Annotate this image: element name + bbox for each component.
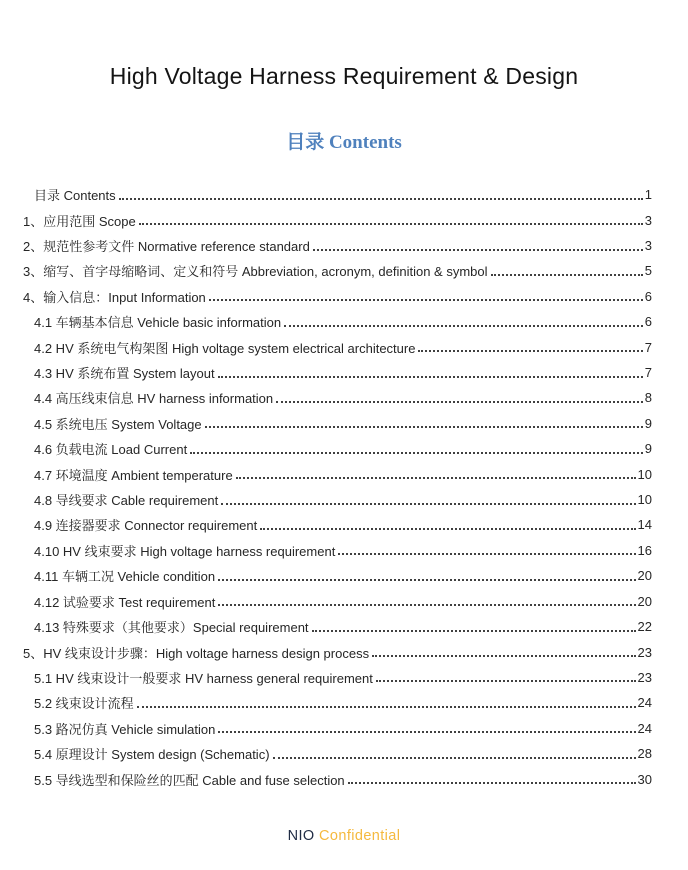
- toc-entry[interactable]: [23, 233, 652, 258]
- toc-dot-leader: [284, 325, 643, 327]
- toc-entry-label: 4.11 车辆工况 Vehicle condition: [34, 569, 216, 585]
- toc-dot-leader: [218, 604, 635, 606]
- toc-page-number: 28: [637, 746, 652, 762]
- toc-page-number: 6: [644, 314, 652, 330]
- toc-dot-leader: [119, 198, 643, 200]
- toc-dot-leader: [139, 223, 643, 225]
- footer-confidential-label: Confidential: [319, 828, 401, 844]
- toc-page-number: 23: [637, 669, 652, 685]
- toc-page-number: 24: [637, 720, 652, 736]
- toc-page-number: 3: [644, 212, 652, 228]
- toc-entry-label: 3、缩写、首字母缩略词、定义和符号 Abbreviation, acronym, definition & symbol: [23, 264, 488, 280]
- toc-dot-leader: [376, 680, 636, 682]
- toc-entry-label: 1、应用范围 Scope: [23, 213, 136, 229]
- toc-page-number: 14: [637, 517, 652, 533]
- toc-dot-leader: [348, 782, 636, 784]
- toc-entry[interactable]: [23, 766, 652, 791]
- toc-dot-leader: [209, 299, 643, 301]
- toc-dot-leader: [218, 376, 643, 378]
- toc-entry[interactable]: [23, 258, 652, 283]
- toc-entry-label: 5.1 HV 线束设计一般要求 HV harness general requirement: [34, 670, 373, 686]
- toc-page-number: 16: [637, 542, 652, 558]
- toc-entry[interactable]: [23, 436, 652, 461]
- toc-page-number: 20: [637, 568, 652, 584]
- toc-dot-leader: [137, 706, 636, 708]
- toc-entry-label: 4.8 导线要求 Cable requirement: [34, 493, 219, 509]
- toc-page-number: 5: [644, 263, 652, 279]
- toc-dot-leader: [312, 630, 636, 632]
- toc-entry[interactable]: [23, 538, 652, 563]
- toc-dot-leader: [205, 426, 643, 428]
- toc-entry[interactable]: [23, 182, 652, 207]
- toc-page-number: 9: [644, 441, 652, 457]
- toc-entry-label: 4.2 HV 系统电气构架图 High voltage system electrical architecture: [34, 340, 416, 356]
- footer-brand: NIO: [287, 828, 315, 844]
- toc-entry-label: 4.7 环境温度 Ambient temperature: [34, 467, 233, 483]
- toc-entry-label: 4.4 高压线束信息 HV harness information: [34, 391, 274, 407]
- toc-dot-leader: [372, 655, 635, 657]
- toc-dot-leader: [218, 579, 635, 581]
- toc-page-number: 1: [644, 187, 652, 203]
- toc-entry-label: 5.4 原理设计 System design (Schematic): [34, 747, 270, 763]
- toc-entry[interactable]: [23, 385, 652, 410]
- toc-entry[interactable]: [23, 639, 652, 664]
- toc-page-number: 20: [637, 593, 652, 609]
- toc-dot-leader: [221, 503, 635, 505]
- toc-dot-leader: [236, 477, 636, 479]
- toc-page-number: 8: [644, 390, 652, 406]
- toc-entry-label: 目录 Contents: [34, 188, 116, 204]
- toc-dot-leader: [418, 350, 642, 352]
- toc-entry-label: 4.3 HV 系统布置 System layout: [34, 366, 215, 382]
- toc-dot-leader: [273, 757, 636, 759]
- toc-dot-leader: [218, 731, 635, 733]
- toc-entry[interactable]: [23, 512, 652, 537]
- toc-entry-label: 4.12 试验要求 Test requirement: [34, 594, 216, 610]
- toc-page-number: 22: [637, 619, 652, 635]
- toc-entry[interactable]: [23, 207, 652, 232]
- toc-entry-label: 5.5 导线选型和保险丝的匹配 Cable and fuse selection: [34, 772, 345, 788]
- toc-page-number: 3: [644, 238, 652, 254]
- toc-dot-leader: [491, 274, 643, 276]
- toc-list: [23, 182, 652, 792]
- toc-entry-label: 4、输入信息：Input Information: [23, 289, 206, 305]
- toc-dot-leader: [190, 452, 643, 454]
- toc-page-number: 24: [637, 695, 652, 711]
- toc-entry[interactable]: [23, 461, 652, 486]
- page-footer: [0, 828, 688, 844]
- toc-entry[interactable]: [23, 563, 652, 588]
- toc-entry[interactable]: [23, 589, 652, 614]
- toc-dot-leader: [313, 249, 643, 251]
- toc-page-number: 10: [637, 492, 652, 508]
- toc-entry-label: 5.3 路况仿真 Vehicle simulation: [34, 721, 216, 737]
- toc-page-number: 30: [637, 771, 652, 787]
- toc-page-number: 9: [644, 415, 652, 431]
- toc-entry-label: 5、HV 线束设计步骤：High voltage harness design process: [23, 645, 370, 661]
- toc-entry[interactable]: [23, 741, 652, 766]
- toc-entry-label: 4.6 负载电流 Load Current: [34, 442, 188, 458]
- toc-entry[interactable]: [23, 411, 652, 436]
- toc-entry-label: 4.1 车辆基本信息 Vehicle basic information: [34, 315, 282, 331]
- toc-page-number: 23: [637, 644, 652, 660]
- toc-entry[interactable]: [23, 284, 652, 309]
- toc-entry-label: 2、规范性参考文件 Normative reference standard: [23, 239, 310, 255]
- toc-page-number: 6: [644, 288, 652, 304]
- toc-entry[interactable]: [23, 487, 652, 512]
- contents-heading: 目录 Contents: [286, 132, 402, 153]
- toc-entry[interactable]: [23, 309, 652, 334]
- toc-page-number: 10: [637, 466, 652, 482]
- toc-entry[interactable]: [23, 665, 652, 690]
- toc-entry[interactable]: [23, 614, 652, 639]
- toc-entry[interactable]: [23, 716, 652, 741]
- toc-dot-leader: [338, 553, 635, 555]
- toc-entry-label: 4.9 连接器要求 Connector requirement: [34, 518, 258, 534]
- toc-entry[interactable]: [23, 690, 652, 715]
- toc-entry[interactable]: [23, 334, 652, 359]
- toc-entry-label: 4.5 系统电压 System Voltage: [34, 416, 202, 432]
- toc-entry[interactable]: [23, 360, 652, 385]
- toc-entry-label: 4.13 特殊要求（其他要求）Special requirement: [34, 620, 309, 636]
- toc-page-number: 7: [644, 365, 652, 381]
- document-title: High Voltage Harness Requirement & Design: [109, 63, 579, 89]
- toc-entry-label: 5.2 线束设计流程: [34, 696, 134, 712]
- toc-entry-label: 4.10 HV 线束要求 High voltage harness requirement: [34, 543, 336, 559]
- toc-page-number: 7: [644, 339, 652, 355]
- toc-dot-leader: [276, 401, 643, 403]
- toc-dot-leader: [260, 528, 635, 530]
